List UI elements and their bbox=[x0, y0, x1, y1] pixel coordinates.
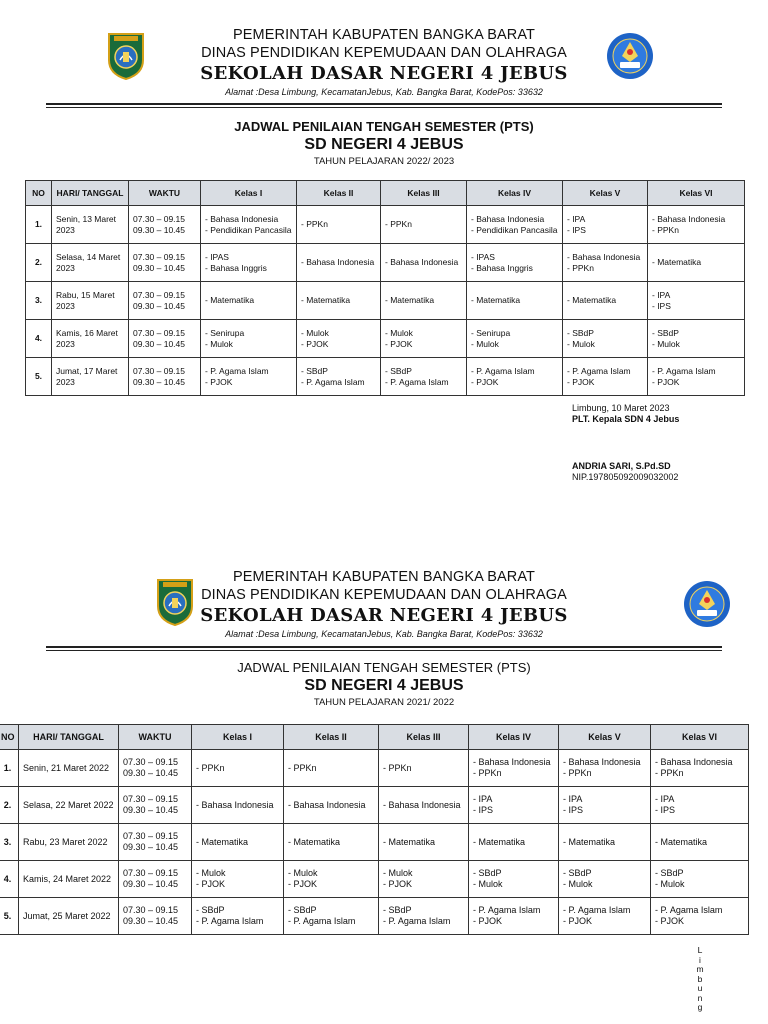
schedule-table bbox=[25, 180, 745, 396]
row-number: 2. bbox=[26, 244, 52, 282]
title-line-3: TAHUN PELAJARAN 2021/ 2022 bbox=[313, 697, 455, 708]
school-address: Alamat :Desa Limbung, KecamatanJebus, Kab. Bangka Barat, KodePos: 33632 bbox=[225, 629, 543, 639]
title-line-1: JADWAL PENILAIAN TENGAH SEMESTER (PTS) bbox=[237, 660, 531, 675]
column-header: Kelas II bbox=[284, 725, 379, 750]
cell-kelas-3 bbox=[379, 824, 469, 861]
cell-kelas-6-line: - IPS bbox=[655, 805, 676, 815]
row-time bbox=[119, 787, 192, 824]
letterhead-rule bbox=[46, 103, 722, 105]
cell-kelas-5 bbox=[563, 206, 648, 244]
cell-kelas-3-line: - Mulok bbox=[383, 868, 413, 878]
row-time bbox=[129, 206, 201, 244]
row-time-line: 07.30 – 09.15 bbox=[133, 289, 185, 300]
department-name: DINAS PENDIDIKAN KEPEMUDAAN DAN OLAHRAGA bbox=[201, 45, 567, 61]
cell-kelas-2 bbox=[284, 824, 379, 861]
cell-kelas-4-line: - Bahasa Indonesia bbox=[471, 213, 545, 224]
cell-kelas-3-line: - P. Agama Islam bbox=[385, 376, 449, 387]
cell-kelas-5-line: - IPA bbox=[567, 213, 586, 224]
row-number: 1. bbox=[26, 206, 52, 244]
title-line-3: TAHUN PELAJARAN 2022/ 2023 bbox=[313, 156, 455, 167]
cell-kelas-1 bbox=[192, 750, 284, 787]
row-time bbox=[119, 898, 192, 935]
cell-kelas-6-line: - PJOK bbox=[655, 916, 685, 926]
cell-kelas-2 bbox=[284, 898, 379, 935]
cell-kelas-4-line: - SBdP bbox=[473, 868, 502, 878]
column-header: Kelas II bbox=[297, 181, 381, 206]
cell-kelas-4 bbox=[467, 244, 563, 282]
cell-kelas-6-line: - P. Agama Islam bbox=[655, 905, 723, 915]
cell-kelas-3 bbox=[381, 206, 467, 244]
table-header-row bbox=[0, 725, 749, 750]
column-header: Kelas VI bbox=[648, 181, 745, 206]
cell-kelas-6-line: - IPA bbox=[655, 794, 675, 804]
government-name: PEMERINTAH KABUPATEN BANGKA BARAT bbox=[233, 27, 535, 43]
cell-kelas-2-line: - Mulok bbox=[301, 327, 329, 338]
vertical-letter: n bbox=[697, 992, 703, 1003]
column-header: Kelas I bbox=[201, 181, 297, 206]
row-day-date: Senin, 13 Maret 2023 bbox=[52, 206, 129, 244]
row-day-date: Kamis, 24 Maret 2022 bbox=[19, 861, 119, 898]
column-header: NO bbox=[26, 181, 52, 206]
cell-kelas-5-line: - Mulok bbox=[567, 338, 595, 349]
table-row bbox=[26, 206, 745, 244]
cell-kelas-6-line: - SBdP bbox=[652, 327, 679, 338]
cell-kelas-2-line: - SBdP bbox=[288, 905, 317, 915]
cell-kelas-1 bbox=[201, 282, 297, 320]
cell-kelas-2 bbox=[297, 282, 381, 320]
cell-kelas-3 bbox=[379, 861, 469, 898]
cell-kelas-6 bbox=[648, 358, 745, 396]
cell-kelas-4-line: - IPA bbox=[473, 794, 493, 804]
row-day-date: Kamis, 16 Maret 2023 bbox=[52, 320, 129, 358]
row-time-line: 07.30 – 09.15 bbox=[123, 831, 179, 841]
cell-kelas-2 bbox=[297, 206, 381, 244]
cell-kelas-4-line: - PJOK bbox=[471, 376, 499, 387]
cell-kelas-4-line: - Bahasa Inggris bbox=[471, 262, 533, 273]
cell-kelas-5-line: - Bahasa Indonesia bbox=[563, 757, 641, 767]
row-time-line: 09.30 – 10.45 bbox=[133, 300, 185, 311]
row-time-line: 07.30 – 09.15 bbox=[123, 905, 179, 915]
cell-kelas-1 bbox=[201, 244, 297, 282]
table-row bbox=[26, 320, 745, 358]
row-day-date: Jumat, 17 Maret 2023 bbox=[52, 358, 129, 396]
cell-kelas-4 bbox=[467, 206, 563, 244]
vertical-letter: g bbox=[697, 1002, 703, 1012]
vertical-letter: i bbox=[699, 954, 701, 965]
cell-kelas-5-line: - Bahasa Indonesia bbox=[567, 251, 641, 262]
cell-kelas-1-line: - Bahasa Indonesia bbox=[196, 799, 274, 810]
cell-kelas-6-line: - Mulok bbox=[652, 338, 680, 349]
cell-kelas-1 bbox=[192, 824, 284, 861]
cell-kelas-2-line: - PPKn bbox=[288, 762, 317, 773]
table-row bbox=[0, 861, 749, 898]
cell-kelas-5-line: - Matematika bbox=[563, 836, 616, 847]
cell-kelas-4-line: - Mulok bbox=[473, 879, 503, 889]
cell-kelas-1-line: - Pendidikan Pancasila bbox=[205, 224, 292, 235]
cell-kelas-5-line: - PPKn bbox=[563, 768, 592, 778]
row-time bbox=[129, 320, 201, 358]
cell-kelas-5-line: - P. Agama Islam bbox=[567, 365, 631, 376]
row-time bbox=[129, 244, 201, 282]
cell-kelas-2 bbox=[297, 358, 381, 396]
cell-kelas-1-line: - Matematika bbox=[205, 295, 255, 305]
cell-kelas-2-line: - P. Agama Islam bbox=[301, 376, 365, 387]
cell-kelas-2-line: - PJOK bbox=[301, 338, 329, 349]
cell-kelas-5-line: - SBdP bbox=[567, 327, 594, 338]
row-time bbox=[129, 358, 201, 396]
signature-place-vertical bbox=[695, 946, 705, 1013]
cell-kelas-6-line: - Mulok bbox=[655, 879, 685, 889]
cell-kelas-1-line: - Senirupa bbox=[205, 327, 245, 338]
row-time-line: 07.30 – 09.15 bbox=[133, 327, 185, 338]
cell-kelas-3-line: - Mulok bbox=[385, 327, 413, 338]
signature-place-date: Limbung, 10 Maret 2023 bbox=[572, 403, 670, 413]
row-time bbox=[119, 824, 192, 861]
cell-kelas-2 bbox=[297, 320, 381, 358]
cell-kelas-4 bbox=[469, 898, 559, 935]
cell-kelas-3-line: - PJOK bbox=[385, 338, 413, 349]
cell-kelas-6-line: - Matematika bbox=[652, 257, 702, 267]
school-address: Alamat :Desa Limbung, KecamatanJebus, Kab. Bangka Barat, KodePos: 33632 bbox=[225, 87, 543, 97]
cell-kelas-1 bbox=[201, 358, 297, 396]
cell-kelas-2 bbox=[284, 787, 379, 824]
cell-kelas-3-line: - SBdP bbox=[383, 905, 412, 915]
row-time bbox=[119, 750, 192, 787]
cell-kelas-5-line: - IPS bbox=[563, 805, 584, 815]
cell-kelas-4 bbox=[469, 824, 559, 861]
table-header-row bbox=[26, 181, 745, 206]
cell-kelas-3-line: - Matematika bbox=[383, 836, 436, 847]
table-row bbox=[0, 824, 749, 861]
table-row bbox=[0, 898, 749, 935]
row-time-line: 09.30 – 10.45 bbox=[123, 916, 179, 926]
cell-kelas-5-line: - P. Agama Islam bbox=[563, 905, 631, 915]
signature-nip: NIP.197805092009032002 bbox=[572, 472, 679, 482]
department-name: DINAS PENDIDIKAN KEPEMUDAAN DAN OLAHRAGA bbox=[201, 587, 567, 603]
row-time bbox=[119, 861, 192, 898]
cell-kelas-2-line: - Matematika bbox=[288, 836, 341, 847]
title-line-2: SD NEGERI 4 JEBUS bbox=[304, 136, 464, 153]
row-time-line: 09.30 – 10.45 bbox=[123, 879, 179, 889]
cell-kelas-6-line: - IPS bbox=[652, 300, 671, 311]
cell-kelas-4-line: - Mulok bbox=[471, 338, 499, 349]
cell-kelas-6-line: - Bahasa Indonesia bbox=[655, 757, 733, 767]
government-name: PEMERINTAH KABUPATEN BANGKA BARAT bbox=[233, 569, 535, 585]
row-day-date: Jumat, 25 Maret 2022 bbox=[19, 898, 119, 935]
cell-kelas-1-line: - Bahasa Indonesia bbox=[205, 213, 279, 224]
signature-name: ANDRIA SARI, S.Pd.SD bbox=[572, 461, 671, 471]
cell-kelas-4-line: - PJOK bbox=[473, 916, 503, 926]
cell-kelas-4 bbox=[467, 282, 563, 320]
cell-kelas-5 bbox=[563, 320, 648, 358]
letterhead-rule bbox=[46, 646, 722, 648]
row-time-line: 07.30 – 09.15 bbox=[133, 251, 185, 262]
cell-kelas-5-line: - SBdP bbox=[563, 868, 592, 878]
cell-kelas-1-line: - P. Agama Islam bbox=[196, 916, 264, 926]
column-header: NO bbox=[0, 725, 19, 750]
vertical-letter: u bbox=[697, 983, 703, 993]
cell-kelas-6-line: - PPKn bbox=[652, 224, 679, 235]
cell-kelas-6-line: - Bahasa Indonesia bbox=[652, 213, 726, 224]
cell-kelas-4 bbox=[469, 861, 559, 898]
cell-kelas-5-line: - PPKn bbox=[567, 262, 594, 273]
table-row bbox=[0, 750, 749, 787]
cell-kelas-1-line: - SBdP bbox=[196, 905, 225, 915]
row-number: 5. bbox=[26, 358, 52, 396]
cell-kelas-6 bbox=[648, 320, 745, 358]
column-header: Kelas I bbox=[192, 725, 284, 750]
cell-kelas-3-line: - Bahasa Indonesia bbox=[385, 257, 459, 267]
cell-kelas-2 bbox=[297, 244, 381, 282]
cell-kelas-6 bbox=[648, 206, 745, 244]
column-header: Kelas III bbox=[379, 725, 469, 750]
cell-kelas-3 bbox=[379, 787, 469, 824]
cell-kelas-3-line: - Bahasa Indonesia bbox=[383, 799, 461, 810]
cell-kelas-3-line: - Matematika bbox=[385, 295, 435, 305]
cell-kelas-1-line: - PJOK bbox=[205, 376, 233, 387]
cell-kelas-4-line: - P. Agama Islam bbox=[473, 905, 541, 915]
cell-kelas-4-line: - Pendidikan Pancasila bbox=[471, 224, 558, 235]
cell-kelas-4-line: - Senirupa bbox=[471, 327, 511, 338]
row-time-line: 09.30 – 10.45 bbox=[133, 224, 185, 235]
cell-kelas-3 bbox=[379, 750, 469, 787]
row-time-line: 09.30 – 10.45 bbox=[123, 805, 179, 815]
column-header: HARI/ TANGGAL bbox=[19, 725, 119, 750]
cell-kelas-6-line: - IPA bbox=[652, 289, 671, 300]
cell-kelas-6 bbox=[651, 750, 749, 787]
cell-kelas-5 bbox=[559, 787, 651, 824]
schedule-title bbox=[0, 119, 768, 168]
cell-kelas-5-line: - Mulok bbox=[563, 879, 593, 889]
cell-kelas-2-line: - SBdP bbox=[301, 365, 328, 376]
row-number: 1. bbox=[0, 750, 19, 787]
cell-kelas-1-line: - Bahasa Inggris bbox=[205, 262, 267, 273]
column-header: WAKTU bbox=[119, 725, 192, 750]
column-header: Kelas IV bbox=[469, 725, 559, 750]
signature-position: PLT. Kepala SDN 4 Jebus bbox=[572, 414, 680, 424]
cell-kelas-1 bbox=[192, 787, 284, 824]
cell-kelas-4-line: - Matematika bbox=[473, 836, 526, 847]
row-day-date: Selasa, 22 Maret 2022 bbox=[19, 787, 119, 824]
cell-kelas-1-line: - PPKn bbox=[196, 762, 225, 773]
cell-kelas-6 bbox=[648, 244, 745, 282]
vertical-letter: m bbox=[696, 964, 704, 974]
row-time-line: 09.30 – 10.45 bbox=[133, 262, 185, 273]
cell-kelas-4-line: - PPKn bbox=[473, 768, 502, 778]
row-time-line: 07.30 – 09.15 bbox=[133, 213, 185, 224]
cell-kelas-1 bbox=[201, 206, 297, 244]
cell-kelas-2-line: - Bahasa Indonesia bbox=[301, 257, 375, 267]
cell-kelas-6-line: - Matematika bbox=[655, 836, 708, 847]
letterhead bbox=[0, 568, 768, 640]
letterhead-rule-thin bbox=[46, 107, 722, 108]
column-header: Kelas V bbox=[559, 725, 651, 750]
table-row bbox=[26, 358, 745, 396]
cell-kelas-5 bbox=[559, 861, 651, 898]
schedule-table bbox=[0, 724, 749, 935]
cell-kelas-6-line: - PPKn bbox=[655, 768, 684, 778]
letterhead-rule-thin bbox=[46, 650, 722, 651]
cell-kelas-6 bbox=[651, 861, 749, 898]
cell-kelas-3-line: - PPKn bbox=[383, 762, 412, 773]
table-row bbox=[26, 244, 745, 282]
cell-kelas-4-line: - IPS bbox=[473, 805, 494, 815]
column-header: Kelas V bbox=[563, 181, 648, 206]
cell-kelas-6 bbox=[651, 787, 749, 824]
cell-kelas-6 bbox=[648, 282, 745, 320]
school-name: SEKOLAH DASAR NEGERI 4 JEBUS bbox=[200, 63, 568, 84]
cell-kelas-2 bbox=[284, 861, 379, 898]
cell-kelas-3-line: - PPKn bbox=[385, 219, 412, 229]
cell-kelas-5 bbox=[563, 244, 648, 282]
cell-kelas-4 bbox=[467, 320, 563, 358]
title-line-2: SD NEGERI 4 JEBUS bbox=[304, 677, 464, 694]
cell-kelas-5 bbox=[559, 898, 651, 935]
cell-kelas-3 bbox=[381, 320, 467, 358]
school-name: SEKOLAH DASAR NEGERI 4 JEBUS bbox=[200, 605, 568, 626]
cell-kelas-6 bbox=[651, 898, 749, 935]
cell-kelas-1-line: - Matematika bbox=[196, 836, 249, 847]
cell-kelas-5 bbox=[563, 282, 648, 320]
row-number: 5. bbox=[0, 898, 19, 935]
cell-kelas-2-line: - P. Agama Islam bbox=[288, 916, 356, 926]
cell-kelas-5 bbox=[563, 358, 648, 396]
cell-kelas-2 bbox=[284, 750, 379, 787]
cell-kelas-5-line: - PJOK bbox=[563, 916, 593, 926]
cell-kelas-1 bbox=[201, 320, 297, 358]
row-day-date: Selasa, 14 Maret 2023 bbox=[52, 244, 129, 282]
row-day-date: Rabu, 23 Maret 2022 bbox=[19, 824, 119, 861]
cell-kelas-3-line: - SBdP bbox=[385, 365, 412, 376]
column-header: WAKTU bbox=[129, 181, 201, 206]
vertical-letter: L bbox=[697, 945, 703, 955]
title-line-1: JADWAL PENILAIAN TENGAH SEMESTER (PTS) bbox=[234, 119, 534, 134]
cell-kelas-4 bbox=[469, 750, 559, 787]
row-day-date: Senin, 21 Maret 2022 bbox=[19, 750, 119, 787]
vertical-letter: b bbox=[697, 973, 703, 984]
column-header: HARI/ TANGGAL bbox=[52, 181, 129, 206]
row-time-line: 07.30 – 09.15 bbox=[133, 365, 185, 376]
cell-kelas-6-line: - PJOK bbox=[652, 376, 680, 387]
cell-kelas-1 bbox=[192, 861, 284, 898]
cell-kelas-6-line: - P. Agama Islam bbox=[652, 365, 716, 376]
cell-kelas-5-line: - IPS bbox=[567, 224, 586, 235]
column-header: Kelas IV bbox=[467, 181, 563, 206]
cell-kelas-3 bbox=[381, 282, 467, 320]
cell-kelas-1-line: - P. Agama Islam bbox=[205, 365, 269, 376]
row-number: 2. bbox=[0, 787, 19, 824]
cell-kelas-4-line: - Matematika bbox=[471, 295, 521, 305]
schedule-title bbox=[0, 660, 768, 709]
cell-kelas-3 bbox=[381, 244, 467, 282]
cell-kelas-4 bbox=[467, 358, 563, 396]
cell-kelas-3-line: - P. Agama Islam bbox=[383, 916, 451, 926]
cell-kelas-3 bbox=[381, 358, 467, 396]
cell-kelas-6 bbox=[651, 824, 749, 861]
cell-kelas-2-line: - Matematika bbox=[301, 295, 351, 305]
row-time-line: 09.30 – 10.45 bbox=[123, 768, 179, 778]
column-header: Kelas III bbox=[381, 181, 467, 206]
cell-kelas-6-line: - SBdP bbox=[655, 868, 684, 878]
cell-kelas-3 bbox=[379, 898, 469, 935]
cell-kelas-5-line: - IPA bbox=[563, 794, 583, 804]
signature-block bbox=[572, 403, 679, 483]
row-time bbox=[129, 282, 201, 320]
cell-kelas-1-line: - Mulok bbox=[196, 868, 226, 878]
row-time-line: 07.30 – 09.15 bbox=[123, 868, 179, 878]
row-number: 3. bbox=[0, 824, 19, 861]
row-day-date: Rabu, 15 Maret 2023 bbox=[52, 282, 129, 320]
cell-kelas-1-line: - IPAS bbox=[205, 251, 229, 262]
cell-kelas-5-line: - Matematika bbox=[567, 295, 617, 305]
row-time-line: 09.30 – 10.45 bbox=[123, 842, 179, 852]
cell-kelas-4-line: - IPAS bbox=[471, 251, 495, 262]
row-time-line: 09.30 – 10.45 bbox=[133, 376, 185, 387]
cell-kelas-1-line: - Mulok bbox=[205, 338, 233, 349]
cell-kelas-4-line: - P. Agama Islam bbox=[471, 365, 535, 376]
cell-kelas-1 bbox=[192, 898, 284, 935]
cell-kelas-5 bbox=[559, 824, 651, 861]
letterhead bbox=[0, 26, 768, 98]
row-time-line: 07.30 – 09.15 bbox=[123, 757, 179, 767]
cell-kelas-5-line: - PJOK bbox=[567, 376, 595, 387]
row-time-line: 09.30 – 10.45 bbox=[133, 338, 185, 349]
table-row bbox=[0, 787, 749, 824]
cell-kelas-2-line: - Mulok bbox=[288, 868, 318, 878]
cell-kelas-4 bbox=[469, 787, 559, 824]
cell-kelas-2-line: - PJOK bbox=[288, 879, 318, 889]
row-number: 4. bbox=[26, 320, 52, 358]
cell-kelas-2-line: - PPKn bbox=[301, 219, 328, 229]
cell-kelas-1-line: - PJOK bbox=[196, 879, 226, 889]
cell-kelas-2-line: - Bahasa Indonesia bbox=[288, 799, 366, 810]
cell-kelas-3-line: - PJOK bbox=[383, 879, 413, 889]
row-number: 4. bbox=[0, 861, 19, 898]
cell-kelas-5 bbox=[559, 750, 651, 787]
column-header: Kelas VI bbox=[651, 725, 749, 750]
row-number: 3. bbox=[26, 282, 52, 320]
table-row bbox=[26, 282, 745, 320]
row-time-line: 07.30 – 09.15 bbox=[123, 794, 179, 804]
cell-kelas-4-line: - Bahasa Indonesia bbox=[473, 757, 551, 767]
